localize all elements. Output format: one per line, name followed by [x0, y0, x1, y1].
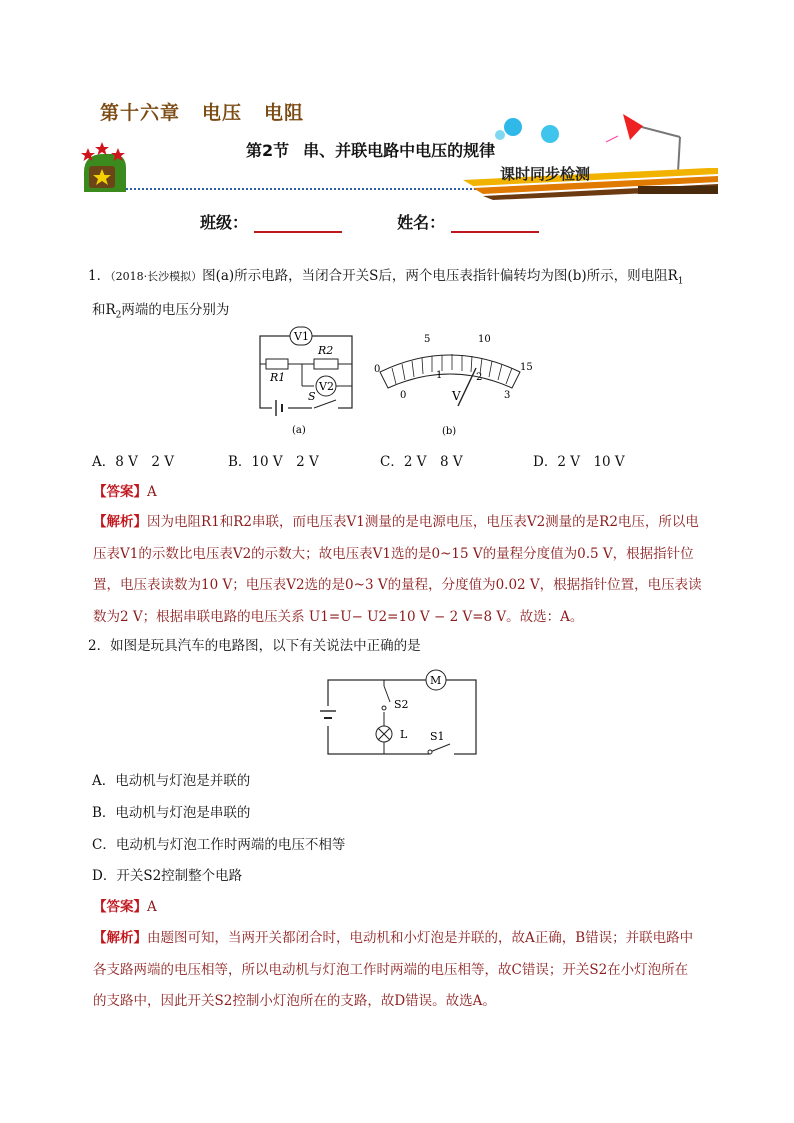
sync-label: 课时同步检测 — [500, 165, 591, 183]
v1-meter-label: V1 — [294, 330, 309, 343]
svg-text:V: V — [452, 389, 461, 403]
class-input-line[interactable] — [254, 213, 342, 233]
svg-text:5: 5 — [424, 334, 431, 345]
desk-lamp-icon — [606, 114, 680, 172]
svg-text:S1: S1 — [430, 730, 445, 743]
svg-text:1: 1 — [436, 370, 443, 381]
student-fields — [200, 210, 539, 233]
q2-option-d[interactable]: D．开关S2控制整个电路 — [92, 868, 243, 884]
circuit-diagram-a — [252, 326, 362, 436]
q1-option-c[interactable]: C．2 V 8 V — [380, 454, 463, 470]
q2-answer: 【答案】A — [93, 899, 157, 915]
q1-option-a[interactable]: A．8 V 2 V — [92, 454, 175, 470]
svg-text:L: L — [400, 728, 408, 741]
question-1: 1．（2018·长沙模拟）图(a)所示电路，当闭合开关S后，两个电压表指针偏转均为图(b)所示，则电阻$R_1$ 和$R_2$两端的电压分别为 — [88, 262, 728, 329]
q2-option-a[interactable]: A．电动机与灯泡是并联的 — [92, 773, 251, 789]
class-label: 班级： — [200, 213, 249, 232]
svg-text:2: 2 — [476, 372, 483, 383]
svg-text:R1: R1 — [270, 371, 286, 384]
name-input-line[interactable] — [451, 213, 539, 233]
section-title: 第2节 串、并联电路中电压的规律 — [246, 141, 496, 160]
q2-option-c[interactable]: C．电动机与灯泡工作时两端的电压不相等 — [92, 837, 346, 853]
svg-text:3: 3 — [504, 390, 511, 401]
star-badge-icon — [81, 142, 126, 192]
bubble-icon — [504, 118, 522, 136]
q1-option-b[interactable]: B．10 V 2 V — [228, 454, 319, 470]
name-label: 姓名： — [397, 213, 446, 232]
figure-a-caption: (a) — [292, 425, 306, 436]
q2-option-b[interactable]: B．电动机与灯泡是串联的 — [92, 805, 251, 821]
q1-option-d[interactable]: D．2 V 10 V — [533, 454, 625, 470]
circuit-diagram-toy-car — [314, 664, 484, 760]
figure-b-caption: (b) — [442, 426, 457, 436]
question-1-stem: 1．（2018·长沙模拟）图(a)所示电路，当闭合开关S后，两个电压表指针偏转均为图(b)所示，则电阻$R_1$ — [88, 268, 684, 287]
q1-answer: 【答案】A — [93, 484, 157, 500]
q1-analysis: 【解析】因为电阻R1和R2串联，而电压表V1测量的是电源电压，电压表V2测量的是R2电压，所以电 压表V1的示数比电压表V2的示数大；故电压表V1选的是0~15 V的量程分度值为0.5 V，根据指针位 置，电压表读数为10 V；电压表V2选的是0~3 V的量程，分度值为0.02 V，根据指针位置，电压表读 数为2 V；根据串联电路的电压关系 U1=U− U2=10 V − 2 V=8 V。故选：A。 — [93, 514, 702, 625]
q2-analysis: 【解析】由题图可知，当两开关都闭合时，电动机和小灯泡是并联的，故A正确，B错误；并联电路中 各支路两端的电压相等，所以电动机与灯泡工作时两端的电压相等，故C错误；开关S2在小灯泡所在 的支路中，因此开关S2控制小灯泡所在的支路，故D错误。故选A。 — [93, 930, 694, 1009]
question-2-stem: 2．如图是玩具汽车的电路图，以下有关说法中正确的是 — [88, 638, 421, 654]
svg-text:R2: R2 — [318, 344, 334, 357]
svg-text:S: S — [308, 390, 316, 403]
svg-text:15: 15 — [520, 362, 533, 373]
svg-text:0: 0 — [400, 390, 407, 401]
voltmeter-dial-b — [368, 328, 538, 436]
motor-label: M — [430, 674, 442, 687]
chapter-title: 第十六章 电压 电阻 — [100, 102, 305, 124]
svg-text:S2: S2 — [394, 698, 409, 711]
svg-text:10: 10 — [478, 334, 491, 345]
svg-text:0: 0 — [374, 364, 381, 375]
svg-text:V2: V2 — [319, 380, 334, 393]
